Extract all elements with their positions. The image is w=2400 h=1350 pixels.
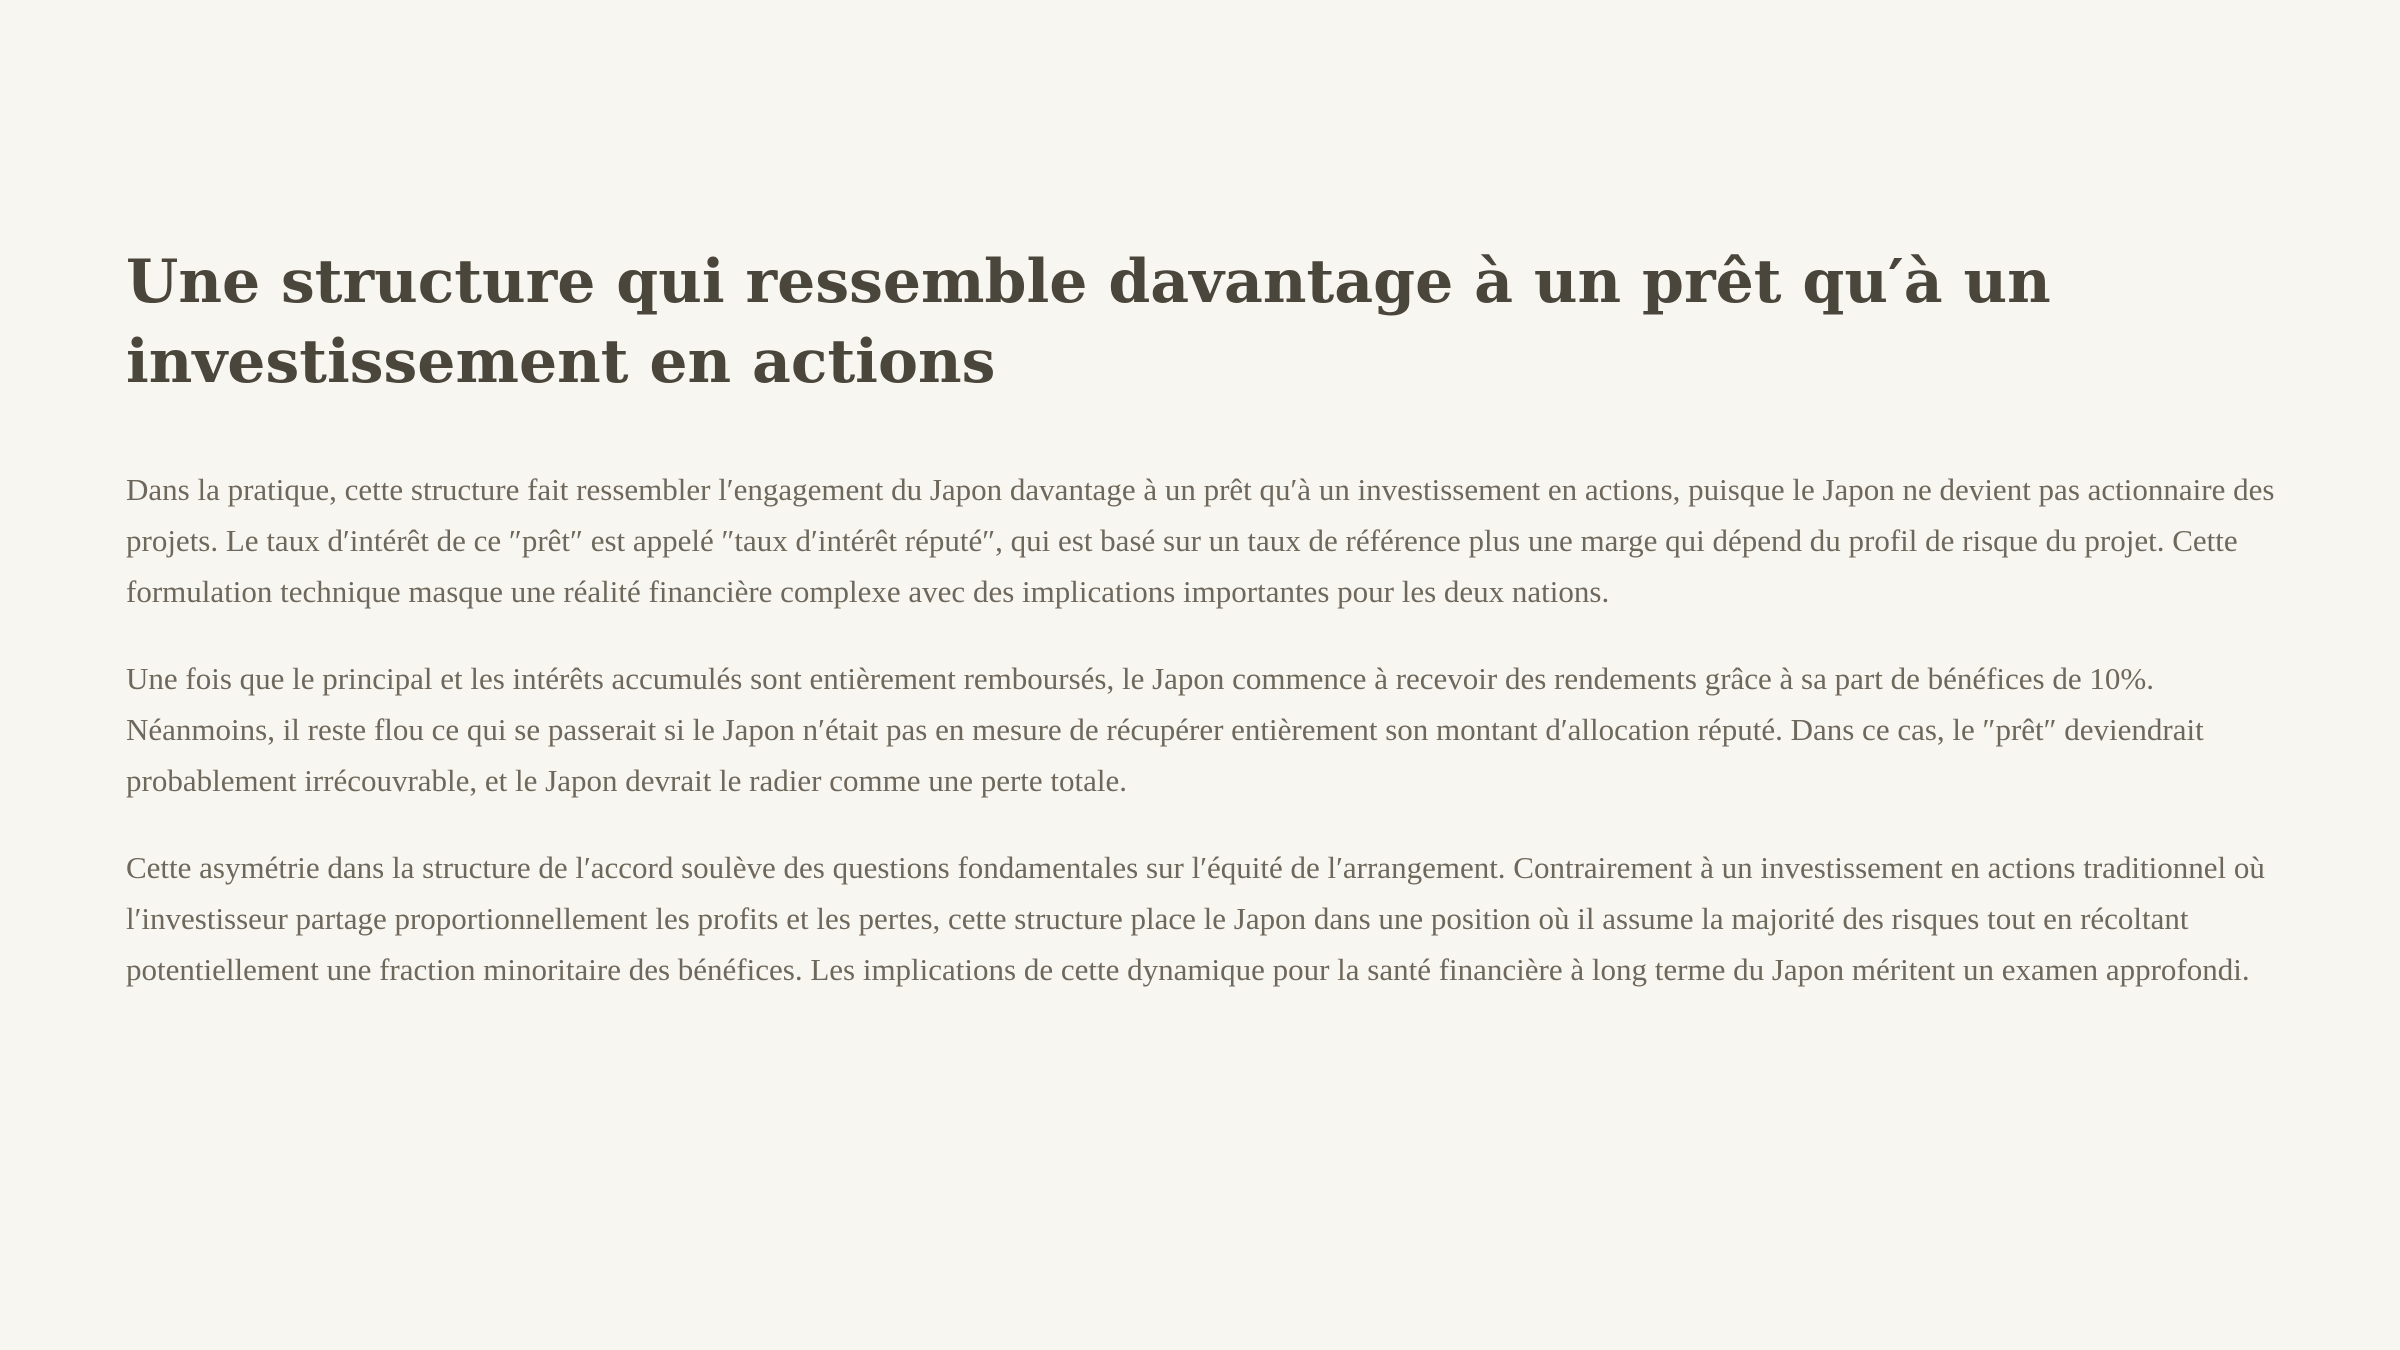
paragraph-1: Dans la pratique, cette structure fait ressembler l′engagement du Japon davantage à un prêt qu′à un investissement en actions, puisque le Japon ne devient pas actionnaire des projets. Le taux d′intérêt de ce ″prêt″ est appelé ″taux d′intérêt réputé″, qui est basé sur un taux de référence plus une marge qui dépend du profil de risque du projet. Cette formulation technique masque une réalité financière complexe avec des implications importantes pour les deux nations. [126, 472, 2275, 609]
slide-content [126, 242, 2276, 1031]
slide-title: Une structure qui ressemble davantage à un prêt qu′à un investissement en actions [126, 247, 2051, 397]
paragraph-3: Cette asymétrie dans la structure de l′accord soulève des questions fondamentales sur l′équité de l′arrangement. Contrairement à un investissement en actions traditionnel où l′investisseur partage proportionnellement les profits et les pertes, cette structure place le Japon dans une position où il assume la majorité des risques tout en récoltant potentiellement une fraction minoritaire des bénéfices. Les implications de cette dynamique pour la santé financière à long terme du Japon méritent un examen approfondi. [126, 850, 2265, 987]
slide-body [126, 464, 2276, 995]
paragraph-2: Une fois que le principal et les intérêts accumulés sont entièrement remboursés, le Japon commence à recevoir des rendements grâce à sa part de bénéfices de 10%. Néanmoins, il reste flou ce qui se passerait si le Japon n′était pas en mesure de récupérer entièrement son montant d′allocation réputé. Dans ce cas, le ″prêt″ deviendrait probablement irrécouvrable, et le Japon devrait le radier comme une perte totale. [126, 661, 2204, 798]
